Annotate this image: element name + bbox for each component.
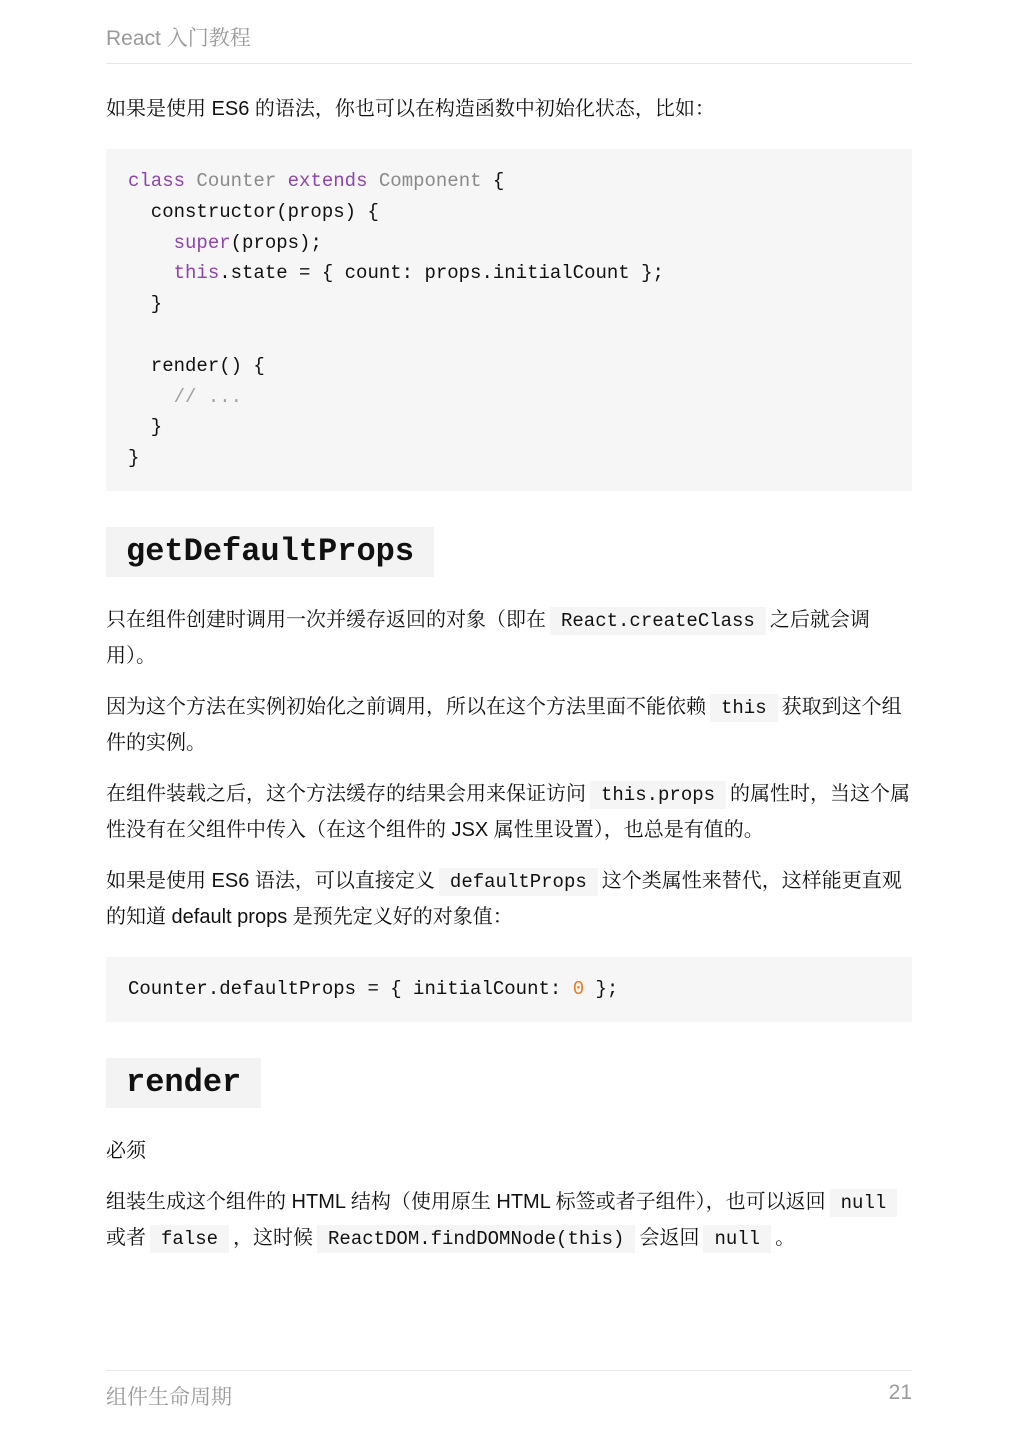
code-class-name: Component xyxy=(378,170,482,192)
paragraph xyxy=(106,777,912,848)
code-text: }; xyxy=(584,977,619,1000)
page-content xyxy=(106,92,912,1273)
text: 之后就会调用）。 xyxy=(106,608,870,667)
code-text: (props); xyxy=(230,231,322,254)
inline-code: false xyxy=(150,1225,229,1253)
code-text: .state = { count: props.initialCount }; xyxy=(219,262,664,285)
text: 这个类属性来替代，这样能更直观的知道 default props 是预先定义好的对象值： xyxy=(106,869,902,928)
inline-code: null xyxy=(703,1225,771,1253)
text: 在组件装载之后，这个方法缓存的结果会用来保证访问 xyxy=(106,782,586,805)
text: 会返回 xyxy=(639,1226,700,1249)
text: 的属性时，当这个属性没有在父组件中传入（在这个组件的 JSX 属性里设置），也总是有值的。 xyxy=(106,782,911,841)
inline-code: React.createClass xyxy=(550,607,766,635)
running-header xyxy=(106,22,912,64)
paragraph xyxy=(106,1185,912,1257)
inline-code: null xyxy=(830,1189,898,1217)
text: 。 xyxy=(775,1226,796,1249)
text: ，这时候 xyxy=(233,1226,314,1249)
paragraph xyxy=(106,603,912,674)
running-footer xyxy=(106,1370,912,1411)
paragraph xyxy=(106,864,912,935)
intro-text: 如果是使用 ES6 的语法，你也可以在构造函数中初始化状态，比如： xyxy=(106,98,715,120)
code-keyword: super xyxy=(173,231,231,254)
paragraph xyxy=(106,1134,912,1169)
text: 因为这个方法在实例初始化之前调用，所以在这个方法里面不能依赖 xyxy=(106,695,706,718)
page-number: 21 xyxy=(888,1381,912,1404)
code-block-constructor xyxy=(106,149,912,491)
code-class-name: Counter xyxy=(196,170,277,192)
inline-code: ReactDOM.findDOMNode(this) xyxy=(317,1225,635,1253)
paragraph xyxy=(106,690,912,761)
code-keyword: this xyxy=(173,262,220,285)
text: 如果是使用 ES6 语法，可以直接定义 xyxy=(106,869,435,892)
code-keyword: extends xyxy=(287,170,368,192)
text: 只在组件创建时调用一次并缓存返回的对象（即在 xyxy=(106,608,546,631)
text: 必须 xyxy=(106,1139,146,1162)
section-heading-getdefaultprops: getDefaultProps xyxy=(106,527,434,577)
footer-chapter: 组件生命周期 xyxy=(106,1386,232,1409)
text: 或者 xyxy=(106,1226,146,1249)
code-line: render() { xyxy=(128,354,265,377)
inline-code: this.props xyxy=(590,781,726,809)
header-title: React 入门教程 xyxy=(106,27,251,50)
code-line: } xyxy=(128,416,163,439)
text: 组装生成这个组件的 HTML 结构（使用原生 HTML 标签或者子组件），也可以返回 xyxy=(106,1190,826,1213)
code-keyword: class xyxy=(128,170,186,192)
code-line: constructor(props) { xyxy=(128,200,379,223)
intro-paragraph xyxy=(106,92,912,127)
code-number: 0 xyxy=(572,977,585,1000)
inline-code: defaultProps xyxy=(439,868,598,896)
code-line: } xyxy=(128,447,140,470)
text: 获取到这个组件的实例。 xyxy=(106,695,902,754)
code-comment: // ... xyxy=(173,385,243,408)
inline-code: this xyxy=(710,694,778,722)
section-heading-render: render xyxy=(106,1058,261,1108)
code-line: } xyxy=(128,293,163,316)
code-block-defaultprops xyxy=(106,957,912,1022)
code-text: Counter.defaultProps = { initialCount: xyxy=(128,977,573,1000)
code-text: { xyxy=(481,170,505,192)
